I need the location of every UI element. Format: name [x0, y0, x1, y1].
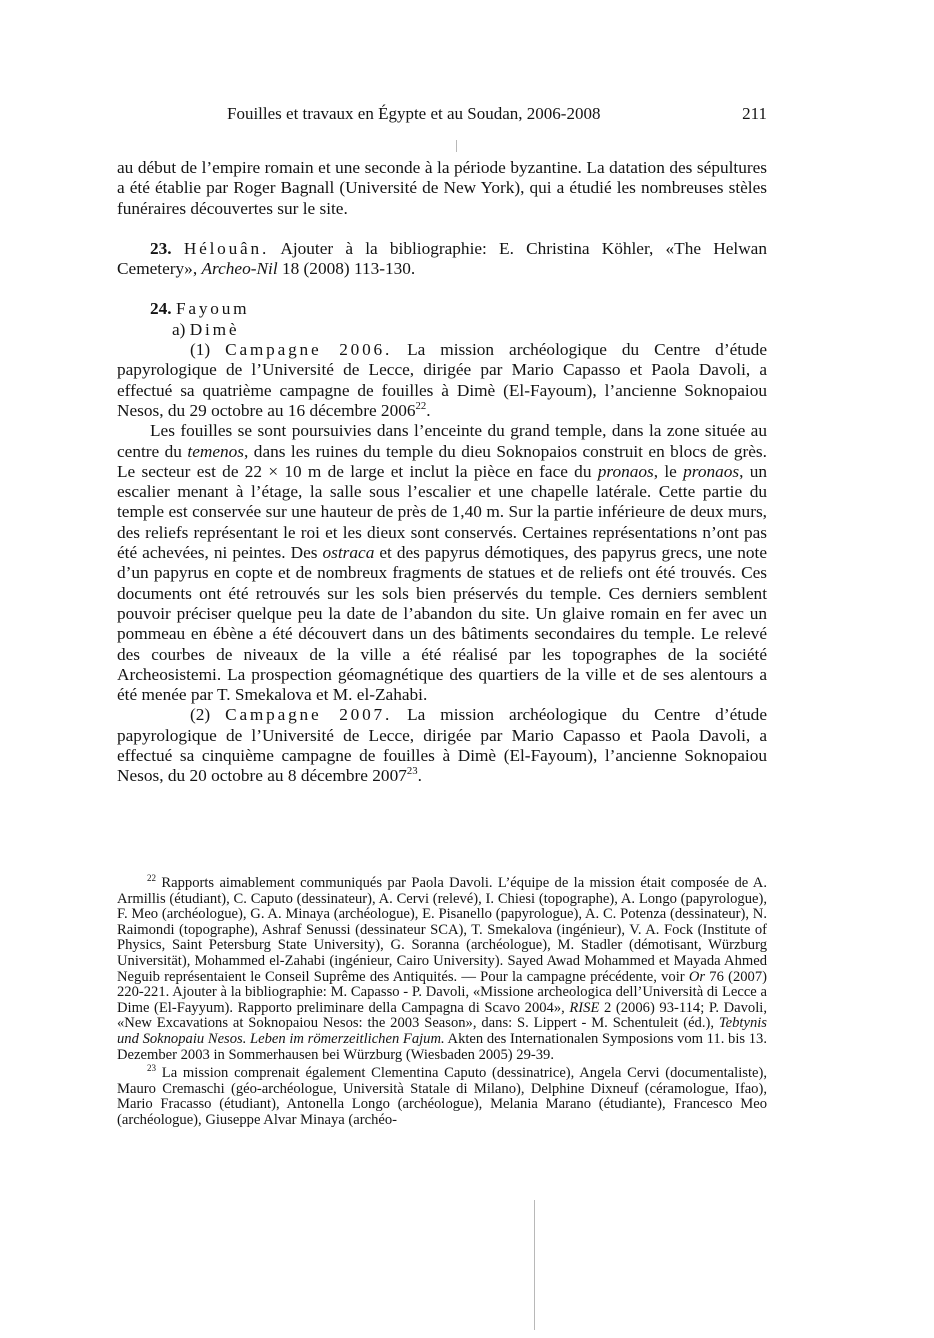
- intro-paragraph: au début de l’empire romain et une seconde à la période byzantine. La datation des sépultures a été établie par Roger Bagnall (Université de New York), qui a étudié les nombreuses stèles funéraires découvertes sur le site.: [117, 158, 767, 218]
- subsection-a-heading-line: [117, 320, 767, 340]
- text-run: , un escalier menant à l’étage, la salle sous l’escalier et une chapelle latérale. Cette partie du temple est conservée sur une hauteur de près de 1,40 m. Sur la partie inférieure de deux murs, des reliefs représentant le roi et les dieux sont conservés. Certaines représentations n’ont pas été achevées, ni peintes. Des: [117, 461, 768, 563]
- text-run: et des papyrus démotiques, des papyrus grecs, une note d’un papyrus en copte et de nombreux fragments de statues et de reliefs ont été trouvés. Ces documents ont été retrouvés sur les sols bien préservés du temple. Ces derniers semblent pouvoir préciser quelque peu la date de l’abandon du site. Un glaive romain en fer avec un pommeau en ébène a été découvert dans un des bâtiments secondaires du temple. Le relevé des courbes de niveaux de la ville a été réalisé par les topographes de la société Archeosistemi. La prospection géomagnétique des quartiers de la ville et de ses alentours a été menée par T. Smekalova et M. el-Zahabi.: [117, 543, 767, 705]
- footnote-22: [117, 873, 767, 1063]
- footnotes: [117, 873, 767, 1129]
- campaign-2006-text: La mission archéologique du Centre d’étude papyrologique de l’Université de Lecce, dirigée par Mario Capasso et Paola Davoli, a effectué sa quatrième campagne de fouilles à Dimè (El-Fayoum), l’ancienne Soknopaiou Nesos, du 29 octobre au 16 décembre 2006: [117, 340, 767, 420]
- section-23-text-end: 18 (2008) 113-130.: [277, 259, 416, 279]
- text-run: Rapports aimablement communiqués par Paola Davoli. L’équipe de la mission était composée de A. Armillis (étudiant), C. Caputo (dessinateur), A. Cervi (relevé), I. Chiesi (topographe), A. Longo (papyrologue), F. Meo (archéologue), G. A. Minaya (archéologue), E. Pisanello (papyrologue), A. C. Potenza (dessinateur), N. Raimondi (topographe), Ashraf Senussi (dessinateur SCA), T. Smekalova (ingénieur), V. A. Fock (Institute of Physics, Saint Petersburg State University), G. Soranna (archéologue), M. Stadler (démotisant, Würzburg Universität), Mohammed el-Zahabi (ingénieur, Cairo University). Sayed Awad Mohammed et Mayada Ahmed Neguib représentaient le Conseil Suprême des Antiquités. — Pour la campagne précédente, voir: [117, 875, 767, 985]
- page-number: 211: [742, 104, 767, 123]
- section-23-paragraph: [117, 239, 767, 280]
- footnote-22-number: 22: [147, 873, 157, 884]
- period: .: [417, 766, 422, 786]
- text-run: La mission comprenait également Clementina Caputo (dessinatrice), Angela Cervi (documentaliste), Mauro Cremaschi (géo-archéologue, Università Statale di Milano), Delphine Dixneuf (céramologue, Ifao), Mario Fracasso (étudiant), Antonella Longo (archéologue), Melania Marano (étudiante), Francesco Meo (archéologue), Giuseppe Alvar Minaya (archéo-: [117, 1065, 767, 1128]
- scan-mark-line-top: [456, 140, 457, 152]
- section-24-number: 24.: [150, 299, 172, 319]
- italic-term: Tebtynis und Soknopaiu Nesos. Leben im römerzeitlichen Fajum.: [117, 1015, 767, 1047]
- main-text: [117, 158, 767, 787]
- subsection-a-label: a): [172, 319, 186, 339]
- text-run: Les fouilles se sont poursuivies dans l’enceinte du grand temple, dans la zone située au centre du: [117, 421, 767, 461]
- footnote-ref-22[interactable]: 22: [415, 400, 427, 413]
- italic-term: temenos: [187, 441, 245, 461]
- running-header: [117, 104, 767, 132]
- campaign-2007-heading: Campagne 2007.: [225, 705, 393, 725]
- journal-title: Archeo-Nil: [201, 259, 278, 279]
- italic-term: ostraca: [322, 543, 375, 563]
- footnote-23-number: 23: [147, 1063, 157, 1074]
- footnote-23: [117, 1063, 767, 1128]
- campaign-2007-paragraph: [117, 705, 767, 786]
- italic-term: pronaos: [597, 461, 654, 481]
- spacer: [117, 279, 767, 299]
- campaign-2006-heading: Campagne 2006.: [225, 340, 393, 360]
- running-title: Fouilles et travaux en Égypte et au Soudan, 2006-2008: [227, 104, 601, 123]
- text-run: , dans les ruines du temple du dieu Soknopaios construit en blocs de grès. Le secteur est de 22 × 10 m de large et inclut la pièce en face du: [117, 441, 767, 481]
- scan-mark-line-bottom: [534, 1200, 535, 1330]
- text-run: 76 (2007) 220-221. Ajouter à la bibliographie: M. Capasso - P. Davoli, «Missione archeologica dell’Università di Lecce a Dime (El-Fayyum). Rapporto preliminare della Campagna di Scavo 2004»,: [117, 968, 767, 1016]
- italic-term: pronaos: [683, 461, 740, 481]
- italic-term: RISE: [569, 999, 600, 1016]
- text-run: Akten des Internationalen Symposions vom 11. bis 13. Dezember 2003 in Sommerhausen bei Würzburg (Wiesbaden 2005) 29-39.: [117, 1030, 767, 1063]
- section-23-text: Ajouter à la bibliographie: E. Christina Köhler, «The Helwan Cemetery»,: [117, 238, 767, 279]
- section-23-number: 23.: [150, 238, 172, 258]
- italic-term: Or: [688, 968, 706, 985]
- campaign-2006-paragraph: [117, 340, 767, 421]
- text-run: 2 (2006) 93-114; P. Davoli, «New Excavations at Soknopaiou Nesos: the 2003 Season», dans: S. Lippert - M. Schentuleit (éd.),: [117, 999, 767, 1032]
- campaign-2006-label: (1): [190, 340, 211, 360]
- section-24-heading-line: [117, 299, 767, 319]
- campaign-2007-label: (2): [190, 705, 211, 725]
- excavation-paragraph: [117, 421, 767, 705]
- section-24-heading: Fayoum: [175, 299, 250, 319]
- period: .: [426, 400, 431, 420]
- campaign-2007-text: La mission archéologique du Centre d’étude papyrologique de l’Université de Lecce, dirigée par Mario Capasso et Paola Davoli, a effectué sa cinquième campagne de fouilles à Dimè (El-Fayoum), l’ancienne Soknopaiou Nesos, du 20 octobre au 8 décembre 2007: [117, 705, 767, 786]
- text-run: , le: [653, 461, 684, 481]
- section-23-heading: Hélouân.: [183, 238, 270, 258]
- footnote-ref-23[interactable]: 23: [406, 765, 418, 778]
- subsection-a-heading: Dimè: [189, 319, 240, 339]
- spacer: [117, 219, 767, 239]
